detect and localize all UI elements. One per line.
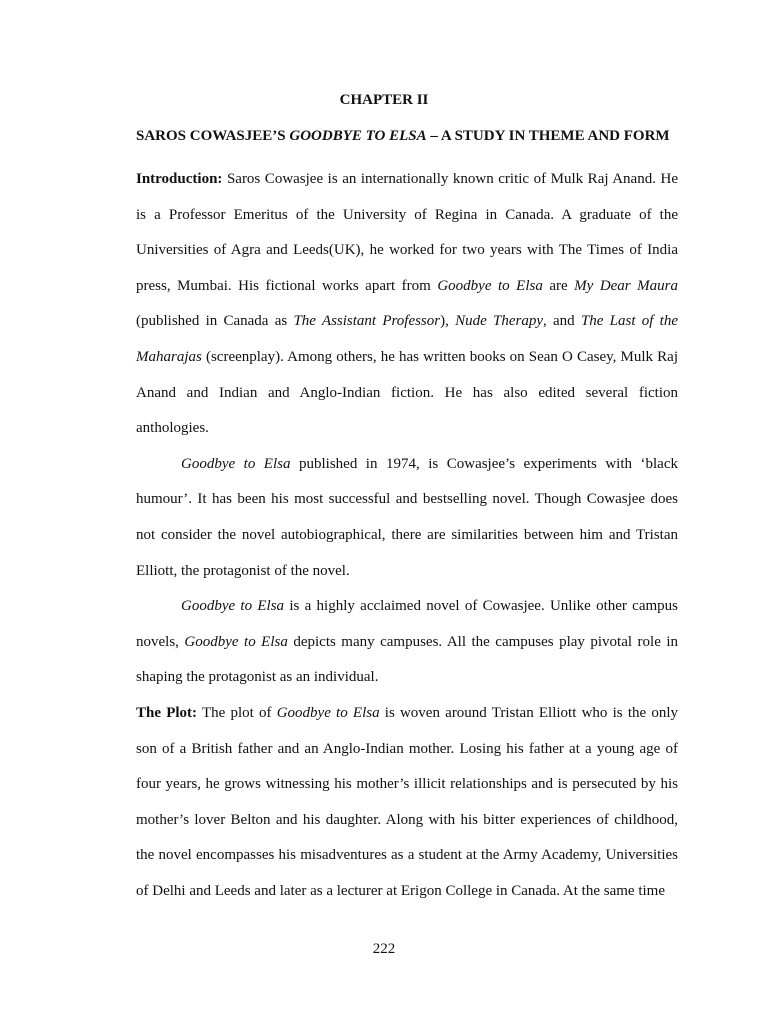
intro-italic-5: The Last of the Maharajas <box>136 313 679 365</box>
para3-text-2: depicts many campuses. All the campuses play pivotal role in shaping the protagonist as an individual. <box>136 633 678 686</box>
plot-italic-1: Goodbye to Elsa <box>276 704 380 721</box>
intro-text-1: Saros Cowasjee is an internationally known critic of Mulk Raj Anand. He is a Professor Emeritus of the University of Regina in Canada. A graduate of the Universities of Agra and Leeds(UK), he worked for two years with The Times of India press, Mumbai. His fictional works apart from <box>136 171 678 294</box>
body-text <box>136 162 678 909</box>
para3-text-1: is a highly acclaimed novel of Cowasjee. Unlike other campus novels, <box>136 598 678 650</box>
plot-paragraph <box>136 696 678 910</box>
intro-text-4: ), <box>440 313 456 330</box>
chapter-title <box>136 128 678 145</box>
intro-paragraph <box>136 162 678 447</box>
intro-text-3: (published in Canada as <box>136 313 294 330</box>
para3-italic-1: Goodbye to Elsa <box>181 598 285 615</box>
intro-text-2: are <box>542 277 575 294</box>
intro-text-5: , and <box>543 313 581 330</box>
intro-italic-3: The Assistant Professor <box>293 313 441 330</box>
chapter-heading: CHAPTER II <box>339 92 429 108</box>
intro-italic-4: Nude Therapy <box>455 313 544 330</box>
intro-italic-2: My Dear Maura <box>574 277 678 294</box>
paragraph-2 <box>136 447 678 589</box>
page-number: 222 <box>372 941 396 957</box>
plot-text-2: is woven around Tristan Elliott who is the only son of a British father and an Anglo-Indian mother. Losing his father at a young age of four years, he grows witnessing his mother’s illicit relationships and is persecuted by his mother’s lover Belton and his daughter. Along with his bitter experiences of childhood, the novel encompasses his misadventures as a student at the Army Academy, Universities of Delhi and Leeds and later as a lecturer at Erigon College in Canada. At the same time <box>136 704 679 899</box>
intro-label: Introduction: <box>136 171 223 187</box>
plot-label: The Plot: <box>136 704 198 721</box>
para2-text-1: published in 1974, is Cowasjee’s experiments with ‘black humour’. It has been his most successful and bestselling novel. Though Cowasjee does not consider the novel autobiographical, there are similarities between him and Tristan Elliott, the protagonist of the novel. <box>136 455 678 579</box>
title-subtitle: – A STUDY IN THEME AND FORM <box>426 128 670 144</box>
intro-italic-1: Goodbye to Elsa <box>437 277 543 294</box>
intro-text-6: (screenplay). Among others, he has written books on Sean O Casey, Mulk Raj Anand and Indian and Anglo-Indian fiction. He has also edited several fiction anthologies. <box>136 348 678 437</box>
paragraph-3 <box>136 589 678 696</box>
para2-italic-1: Goodbye to Elsa <box>181 455 291 472</box>
title-author: SAROS COWASJEE’S <box>136 128 290 144</box>
para3-italic-2: Goodbye to Elsa <box>184 633 288 650</box>
plot-text-1: The plot of <box>197 704 277 721</box>
title-novel: GOODBYE TO ELSA <box>289 128 427 144</box>
